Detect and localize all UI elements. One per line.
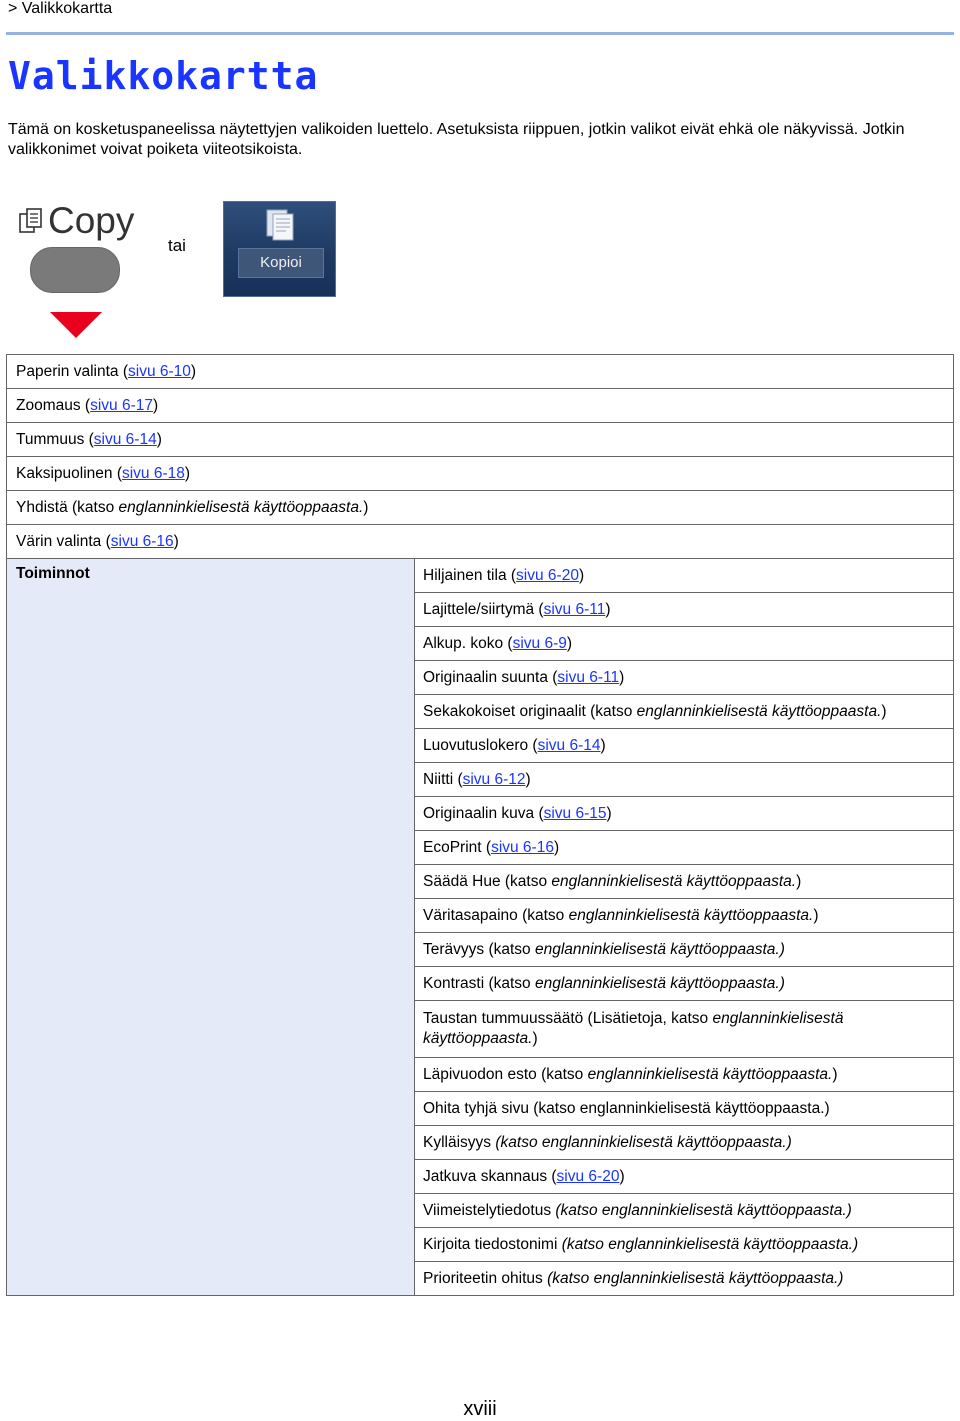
manual-reference-note: englanninkielisestä käyttöoppaasta.) xyxy=(535,974,785,992)
menu-item-label: Yhdistä (katso xyxy=(16,498,119,516)
menu-item-tail: ) xyxy=(190,362,197,380)
menu-item-tail: ) xyxy=(605,600,611,618)
manual-reference-note: (katso englanninkielisestä käyttöoppaasta.) xyxy=(547,1269,844,1287)
submenu-item[interactable] xyxy=(415,763,954,797)
menu-item-label: Jatkuva skannaus ( xyxy=(423,1167,557,1185)
menu-item-label: Terävyys (katso xyxy=(423,940,535,958)
manual-reference-note: englanninkielisestä käyttöoppaasta. xyxy=(118,498,364,516)
menu-item-tail: ) xyxy=(153,396,159,414)
menu-item-tail: ) xyxy=(173,532,179,550)
menu-item-tail: ) xyxy=(156,430,162,448)
arrow-down-icon xyxy=(50,312,102,338)
submenu-item[interactable] xyxy=(415,967,954,1001)
submenu-item[interactable] xyxy=(415,1001,954,1058)
page-title: Valikkokartta xyxy=(8,54,319,98)
menu-item-label: Läpivuodon esto (katso xyxy=(423,1065,588,1083)
menu-row xyxy=(7,355,954,389)
menu-item-tail: ) xyxy=(578,566,585,584)
copy-hardware-button[interactable] xyxy=(30,247,120,293)
page-reference-link[interactable]: sivu 6-16 xyxy=(110,532,174,550)
submenu-row xyxy=(7,559,954,593)
intro-paragraph: Tämä on kosketuspaneelissa näytettyjen valikoiden luettelo. Asetuksista riippuen, jotkin valikot eivät ehkä ole näkyvissä. Jotkin valikkonimet voivat poiketa viiteotsikoista. xyxy=(8,121,905,158)
menu-item-label: Kirjoita tiedostonimi xyxy=(423,1235,562,1253)
page-reference-link[interactable]: sivu 6-10 xyxy=(128,362,191,380)
menu-item[interactable] xyxy=(7,355,954,389)
menu-item-label: Paperin valinta ( xyxy=(16,362,129,380)
menu-item-tail: ) xyxy=(606,804,612,822)
submenu-item[interactable] xyxy=(415,933,954,967)
or-text: tai xyxy=(168,236,186,255)
menu-item-tail: ) xyxy=(832,1065,838,1083)
menu-item-label: Hiljainen tila ( xyxy=(423,566,517,584)
menu-item-tail: ) xyxy=(881,702,887,720)
submenu-item[interactable] xyxy=(415,1058,954,1092)
menu-table xyxy=(6,354,954,1296)
page-reference-link[interactable]: sivu 6-14 xyxy=(537,736,601,754)
menu-item-label: Alkup. koko ( xyxy=(423,634,513,652)
submenu-item[interactable] xyxy=(415,797,954,831)
menu-item-label: Prioriteetin ohitus xyxy=(423,1269,548,1287)
menu-row xyxy=(7,491,954,525)
menu-item-label: Zoomaus ( xyxy=(16,396,91,414)
submenu-item[interactable] xyxy=(415,1262,954,1296)
menu-item-label: Ohita tyhjä sivu (katso englanninkielisestä käyttöoppaasta.) xyxy=(423,1099,830,1117)
manual-reference-note: (katso englanninkielisestä käyttöoppaasta.) xyxy=(555,1201,852,1219)
page-reference-link[interactable]: sivu 6-17 xyxy=(90,396,153,414)
page-reference-link[interactable]: sivu 6-9 xyxy=(512,634,567,652)
menu-item-label: EcoPrint ( xyxy=(423,838,492,856)
submenu-item[interactable] xyxy=(415,661,954,695)
copy-icon xyxy=(18,208,44,234)
menu-item[interactable] xyxy=(7,389,954,423)
copy-key-label: Copy xyxy=(48,200,135,241)
menu-item-tail: ) xyxy=(813,906,819,924)
menu-item-label: Luovutuslokero ( xyxy=(423,736,538,754)
menu-row xyxy=(7,423,954,457)
menu-item-label: Säädä Hue (katso xyxy=(423,872,552,890)
menu-item-label: Kylläisyys xyxy=(423,1133,496,1151)
menu-item[interactable] xyxy=(7,525,954,559)
manual-reference-note: (katso englanninkielisestä käyttöoppaasta.) xyxy=(561,1235,859,1253)
submenu-item[interactable] xyxy=(415,1228,954,1262)
manual-reference-note: englanninkielisestä käyttöoppaasta. xyxy=(587,1065,833,1083)
menu-item-tail: ) xyxy=(619,1167,625,1185)
menu-group-toiminnot[interactable]: Toiminnot xyxy=(7,559,415,1296)
menu-item-label: Värin valinta ( xyxy=(16,532,111,550)
documents-icon xyxy=(261,206,301,246)
menu-item-tail: ) xyxy=(796,872,802,890)
submenu-item[interactable] xyxy=(415,1160,954,1194)
page-reference-link[interactable]: sivu 6-20 xyxy=(556,1167,620,1185)
menu-item-label: Originaalin kuva ( xyxy=(423,804,544,822)
menu-item-tail: ) xyxy=(619,668,625,686)
submenu-item[interactable] xyxy=(415,695,954,729)
kopioi-tile-label: Kopioi xyxy=(238,248,324,278)
submenu-item[interactable] xyxy=(415,627,954,661)
submenu-item[interactable] xyxy=(415,1194,954,1228)
menu-row xyxy=(7,457,954,491)
submenu-item[interactable] xyxy=(415,559,954,593)
menu-item-label: Tummuus ( xyxy=(16,430,94,448)
menu-item-label: Kaksipuolinen ( xyxy=(16,464,122,482)
menu-item-tail: ) xyxy=(532,1030,538,1047)
submenu-item[interactable] xyxy=(415,1126,954,1160)
submenu-item[interactable] xyxy=(415,899,954,933)
menu-item-tail: ) xyxy=(600,736,606,754)
menu-item-label: Sekakokoiset originaalit (katso xyxy=(423,702,637,720)
page-reference-link[interactable]: sivu 6-11 xyxy=(543,600,606,618)
page-reference-link[interactable]: sivu 6-20 xyxy=(516,566,579,584)
submenu-item[interactable] xyxy=(415,831,954,865)
manual-reference-note: englanninkielisestä käyttöoppaasta. xyxy=(636,702,882,720)
menu-item[interactable] xyxy=(7,457,954,491)
submenu-item[interactable] xyxy=(415,729,954,763)
page-reference-link[interactable]: sivu 6-14 xyxy=(93,430,157,448)
copy-key[interactable] xyxy=(16,200,156,300)
page-number: xviii xyxy=(463,1398,497,1420)
menu-item-tail: ) xyxy=(566,634,573,652)
menu-item[interactable] xyxy=(7,423,954,457)
menu-item-label: Viimeistelytiedotus xyxy=(423,1201,556,1219)
menu-item-tail: ) xyxy=(525,770,531,788)
page-reference-link[interactable]: sivu 6-12 xyxy=(462,770,526,788)
kopioi-tile[interactable] xyxy=(223,201,336,297)
submenu-item[interactable] xyxy=(415,593,954,627)
page-reference-link[interactable]: sivu 6-11 xyxy=(557,668,620,686)
header-divider xyxy=(6,32,954,35)
menu-item[interactable] xyxy=(7,491,954,525)
menu-row xyxy=(7,525,954,559)
menu-item-tail: ) xyxy=(553,838,560,856)
breadcrumb: > Valikkokartta xyxy=(8,0,113,17)
page-reference-link[interactable]: sivu 6-15 xyxy=(543,804,607,822)
submenu-item[interactable] xyxy=(415,1092,954,1126)
menu-item-tail: ) xyxy=(363,498,369,516)
menu-item-label: Niitti ( xyxy=(423,770,463,788)
page-reference-link[interactable]: sivu 6-18 xyxy=(121,464,185,482)
manual-reference-note: (katso englanninkielisestä käyttöoppaasta.) xyxy=(495,1133,792,1151)
manual-reference-note: englanninkielisestä käyttöoppaasta. xyxy=(423,1010,844,1047)
menu-item-label: Lajittele/siirtymä ( xyxy=(423,600,544,618)
menu-item-label: Originaalin suunta ( xyxy=(423,668,558,686)
submenu-item[interactable] xyxy=(415,865,954,899)
manual-reference-note: englanninkielisestä käyttöoppaasta. xyxy=(551,872,797,890)
manual-reference-note: englanninkielisestä käyttöoppaasta. xyxy=(568,906,814,924)
menu-row xyxy=(7,389,954,423)
page-reference-link[interactable]: sivu 6-16 xyxy=(491,838,554,856)
menu-item-label: Väritasapaino (katso xyxy=(423,906,569,924)
menu-item-tail: ) xyxy=(184,464,191,482)
manual-reference-note: englanninkielisestä käyttöoppaasta.) xyxy=(534,940,785,958)
menu-item-label: Taustan tummuussäätö (Lisätietoja, katso xyxy=(423,1010,713,1027)
menu-item-label: Kontrasti (katso xyxy=(423,974,535,992)
